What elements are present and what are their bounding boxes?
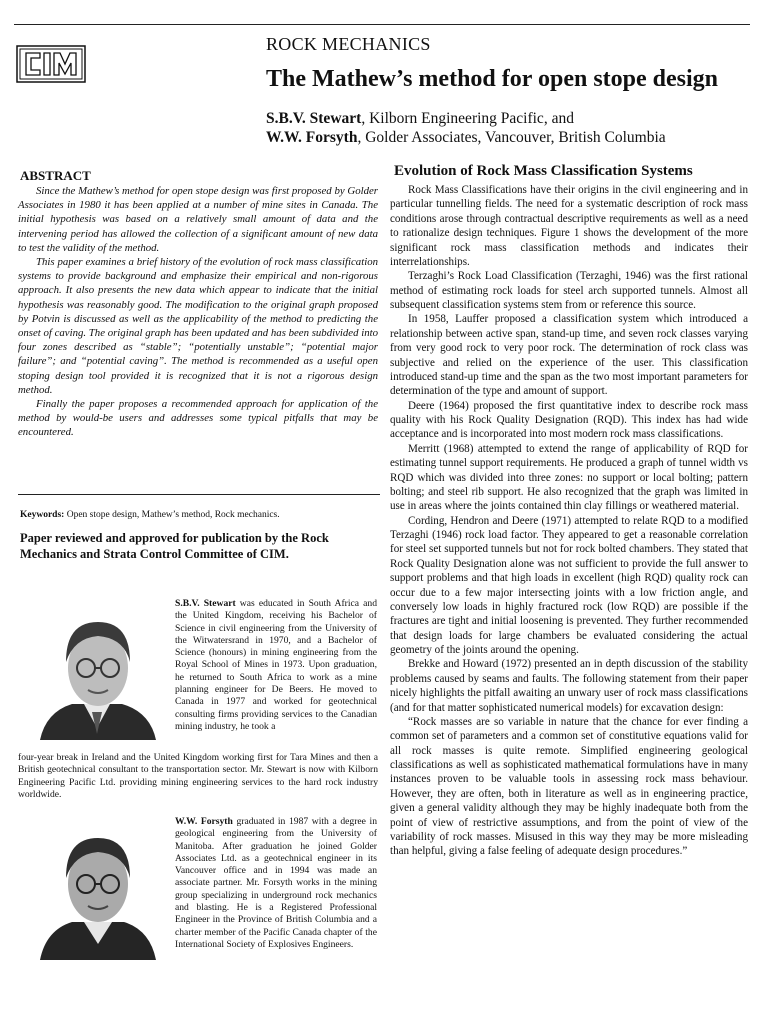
stewart-bio-top bbox=[175, 598, 377, 733]
keywords-label: Keywords: bbox=[20, 510, 65, 520]
author-affiliation: , Golder Associates, Vancouver, British Columbia bbox=[357, 129, 666, 146]
stewart-bio-bottom: four-year break in Ireland and the United Kingdom working first for Tara Mines and then a British geotechnical consultant to the transportation sector. Mr. Stewart is now with Kilborn Engineering Pacific Ltd. providing mining engineering services to the hard rock industry worldwide. bbox=[18, 752, 378, 800]
bio-text: graduated in 1987 with a degree in geological engineering from the University of Manitoba. After graduation he joined Golder Associates Ltd. as a geotechnical engineer in its Vancouver office and in 1994 was made an associate partner. Mr. Forsyth works in the mining group specializing in underground rock mechanics and blasting. He is a Registered Professional Engineer in the Province of British Columbia and a charter member of the Pacific Canada chapter of the International Society of Explosives Engineers. bbox=[175, 816, 377, 950]
abstract-paragraph: Finally the paper proposes a recommended approach for application of the method by would-be users and addresses some typical pitfalls that may be encountered. bbox=[18, 398, 378, 439]
bio-name: S.B.V. Stewart bbox=[175, 598, 236, 609]
forsyth-portrait bbox=[36, 826, 160, 960]
body-paragraph: Brekke and Howard (1972) presented an in depth discussion of the stability problems caused by seams and faults. The following statement from their paper nicely highlights the pitfall awaiting an unwary user of rock mass classifications (and for that matter sophisticated numerical models) for excavation design: bbox=[390, 658, 748, 714]
body-quote: “Rock masses are so variable in nature that the chance for ever finding a common set of parameters and a common set of constitutive equations valid for all rock masses is quite remote. Simplified engineering geological classifications as well as sophisticated mathematical formulations have in many instances proven to be valuable tools in assessing rock mass behaviour. However, they are often, both in literature as well as in engineering practice, given a general validity although they may be highly inadequate both from the point of view of restrictive assumptions, and from the point of view of the variability of rock masses. Misused in this way they may be more misleading than helpful, giving a false feeling of adequate design procedures.” bbox=[390, 715, 748, 858]
body-paragraph: Deere (1964) proposed the first quantitative index to describe rock mass quality with his Rock Quality Designation (RQD). This index has had wide acceptance and is incorporated into most modern rock mass classifications. bbox=[390, 399, 748, 441]
body-paragraph: Cording, Hendron and Deere (1971) attempted to relate RQD to a modified Terzaghi (1946) rock load factor. They appeared to get a reasonable correlation for steel set supported tunnels but not for rock bolted chambers. They stated that Rock Quality Designation alone was not sufficient to provide the full answer to support problems and that high loads in excellent (high RQD) quality rock can occur due to a few major intersecting joints with a low friction angle, and conversely low loads in highly fractured rock (low RQD) are possible if the fractures are tight and initial loosening is prevented. They further recommended that design loads for large chambers be evaluated considering the actual geometry of the joints around the opening. bbox=[390, 514, 748, 656]
abstract-paragraph: This paper examines a brief history of the evolution of rock mass classification systems to provide background and emphasize their empirical and non-rigorous approach. It also presents the new data which appear to indicate that the initial hypothesis was reasonably good. The modification to the original graph proposed by Potvin is discussed as well as the applicability of the method to predicting the onset of caving. The original graph has been updated and has been subdivided into four zones described as “stable”; “potentially unstable”; “potential major failure”; and “potential caving”. The method is recommended as a useful open stoping design tool provided it is recognized that it is not a rigorous design method. bbox=[18, 256, 378, 396]
abstract-paragraph: Since the Mathew’s method for open stope design was first proposed by Golder Associates in 1980 it has been applied at a number of mine sites in Canada. The initial hypothesis was based on a relatively small amount of data and the intervening period has allowed the collection of a significant amount of new data to test the validity of the method. bbox=[18, 185, 378, 254]
section-label: ROCK MECHANICS bbox=[266, 34, 431, 54]
author-line-1 bbox=[266, 110, 574, 128]
review-note: Paper reviewed and approved for publication by the Rock Mechanics and Strata Control Committee of CIM. bbox=[20, 531, 329, 561]
abstract-heading: ABSTRACT bbox=[20, 168, 91, 183]
section-heading: Evolution of Rock Mass Classification Systems bbox=[394, 163, 693, 179]
author-affiliation: , Kilborn Engineering Pacific, and bbox=[361, 110, 574, 127]
body-paragraph: Terzaghi’s Rock Load Classification (Terzaghi, 1946) was the first rational method of estimating rock loads for steel arch supported tunnels. Almost all subsequent classification systems stem from or reference this source. bbox=[390, 270, 748, 311]
keywords-text: Open stope design, Mathew’s method, Rock mechanics. bbox=[64, 510, 280, 520]
keywords bbox=[20, 510, 280, 520]
body-paragraph: In 1958, Lauffer proposed a classification system which introduced a relationship between active span, stand-up time, and seven rock classes varying from very good rock to very poor rock. The determination of rock class was subjective and relied on the experience of the user. This classification introduced stand-up time and the span as the two most important parameters for determination of the type and amount of support. bbox=[390, 313, 748, 398]
top-rule bbox=[14, 24, 750, 25]
paper-title: The Mathew’s method for open stope design bbox=[266, 66, 719, 92]
body-text bbox=[390, 183, 748, 859]
stewart-portrait bbox=[32, 604, 162, 740]
author-name: W.W. Forsyth bbox=[266, 129, 358, 146]
author-name: S.B.V. Stewart bbox=[266, 110, 362, 127]
abstract-body bbox=[18, 184, 378, 440]
author-line-2 bbox=[266, 129, 666, 147]
bio-text: was educated in South Africa and the United Kingdom, receiving his Bachelor of Science in civil engineering from the University of the Witwatersrand in 1970, and a Bachelor of Science (honours) in mining engineering from the Royal School of Mines in 1973. Upon graduation, he returned to South Africa to work as a mine planning engineer for De Beers. He moved to Canada in 1977 and worked for geotechnical consulting firms providing services to the Canadian mining industry, he took a bbox=[175, 598, 377, 732]
cim-logo bbox=[16, 44, 86, 84]
body-paragraph: Merritt (1968) attempted to extend the range of applicability of RQD for estimating tunnel support requirements. He produced a graph of tunnel width vs RQD which was divided into three zones: no support or local bolting; pattern bolting; and steel rib support. He also recognized that the graph was limited in use in areas where the joints contained thin clay fillings or weathered material. bbox=[390, 442, 748, 513]
abstract-rule bbox=[18, 494, 380, 495]
bio-name: W.W. Forsyth bbox=[175, 816, 233, 827]
body-paragraph: Rock Mass Classifications have their origins in the civil engineering and in particular tunnelling fields. The need for a systematic description of rock mass conditions arose through contractual descriptive requirements as well as a need to rationalize design techniques. Figure 1 shows the development of the more significant rock mass classification methods and indicates their interrelationships. bbox=[390, 184, 748, 268]
forsyth-bio bbox=[175, 816, 377, 951]
